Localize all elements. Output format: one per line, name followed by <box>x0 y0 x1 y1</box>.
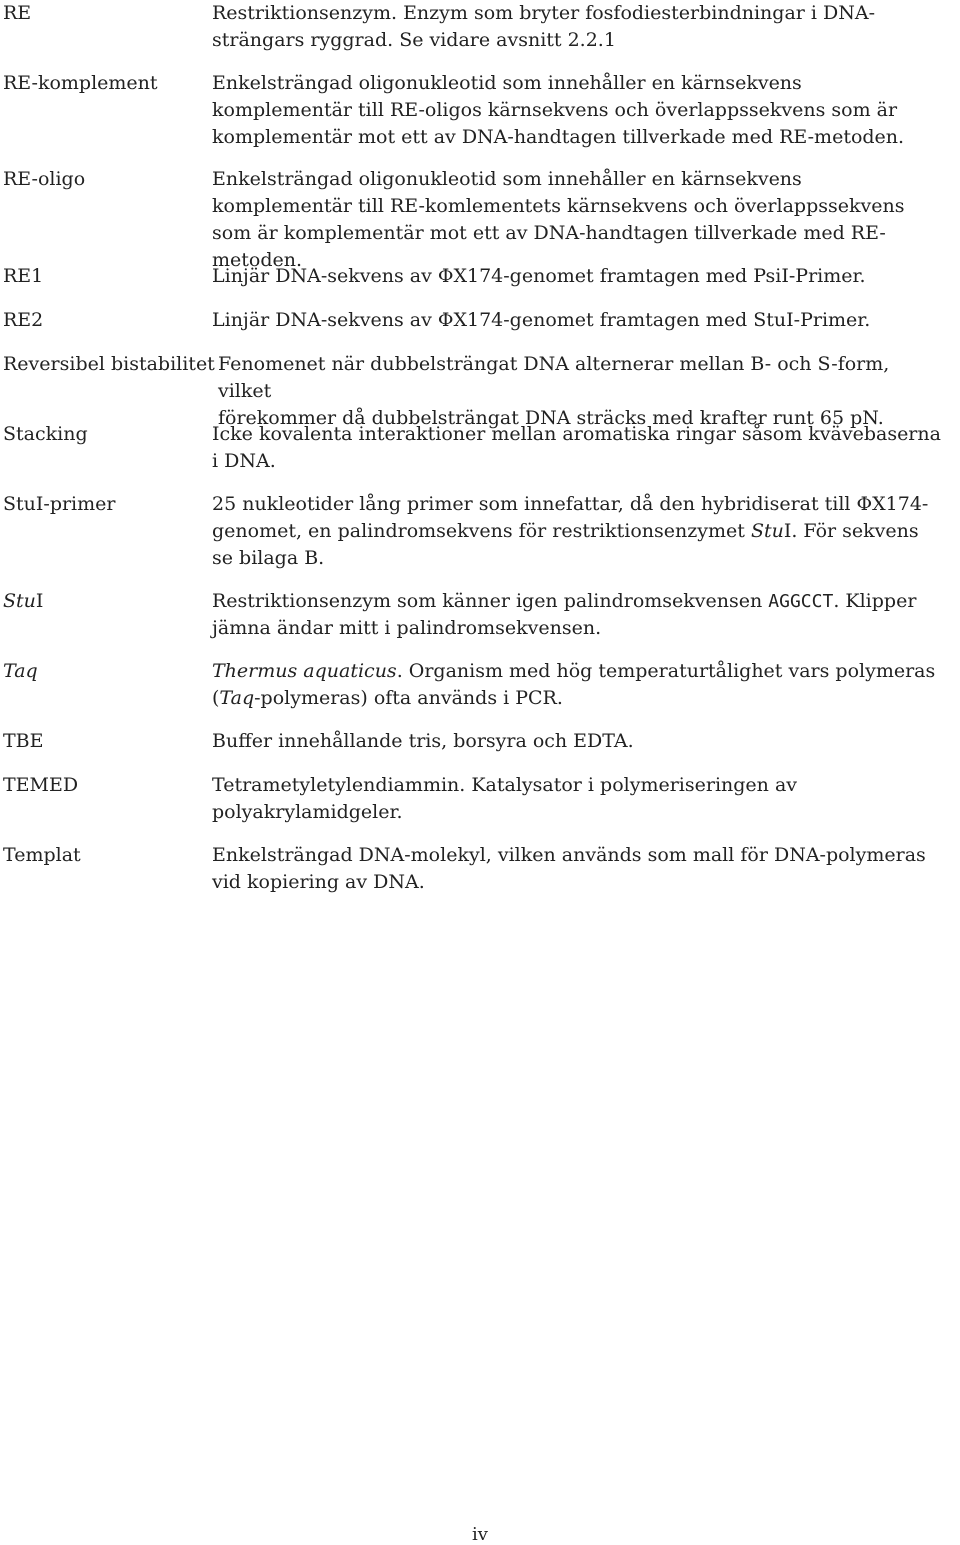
definition-text: 25 nukleotider lång primer som innefattar, då den hybridiserat till ΦX174-genomet, en palindromsekvens för restriktionsenzymet <box>212 493 929 542</box>
page-number: iv <box>472 1524 488 1545</box>
definition-text: I. För sekvens se bilaga B. <box>212 520 919 569</box>
glossary-term: Templat <box>3 844 81 866</box>
definition-text: . Klipper jämna ändar mitt i palindromsekvensen. <box>212 590 917 639</box>
glossary-definition <box>212 588 941 642</box>
glossary-definition: Buffer innehållande tris, borsyra och EDTA. <box>212 730 634 752</box>
definition-italic: Stu <box>750 520 784 542</box>
definition-line: Fenomenet när dubbelsträngat DNA alternerar mellan B- och S-form, vilket <box>218 353 890 402</box>
glossary-term: RE-oligo <box>3 168 86 190</box>
glossary-term: RE2 <box>3 309 44 331</box>
glossary-term: RE <box>3 2 32 24</box>
glossary-term: RE1 <box>3 265 44 287</box>
glossary-definition: Tetrametyletylendiammin. Katalysator i polymeriseringen av polyakrylamidgeler. <box>212 774 798 823</box>
term-text: I <box>35 590 44 612</box>
glossary-definition: Linjär DNA-sekvens av ΦX174-genomet framtagen med PsiI-Primer. <box>212 265 866 287</box>
glossary-definition: Icke kovalenta interaktioner mellan aromatiska ringar såsom kvävebaserna i DNA. <box>212 423 941 472</box>
glossary-definition <box>212 491 941 572</box>
glossary-definition: Restriktionsenzym. Enzym som bryter fosfodiesterbindningar i DNA-strängars ryggrad. Se vidare avsnitt 2.2.1 <box>212 2 876 51</box>
glossary-definition <box>218 351 941 432</box>
glossary-term <box>3 658 38 685</box>
definition-text: . Organism med hög temperaturtålighet vars polymeras ( <box>212 660 936 709</box>
glossary-term: RE-komplement <box>3 72 158 94</box>
glossary-definition: Linjär DNA-sekvens av ΦX174-genomet framtagen med StuI-Primer. <box>212 309 871 331</box>
glossary-term: Stacking <box>3 423 88 445</box>
glossary-term: Reversibel bistabilitet <box>3 353 215 375</box>
glossary-term <box>3 588 43 615</box>
term-italic: Stu <box>3 590 36 612</box>
definition-text: Restriktionsenzym som känner igen palindromsekvensen <box>212 590 769 612</box>
definition-line: förekommer då dubbelsträngat DNA sträcks med krafter runt 65 pN. <box>218 407 884 429</box>
glossary-term: TEMED <box>3 774 79 796</box>
glossary-term: StuI-primer <box>3 493 116 515</box>
palindrome-sequence: AGGCCT <box>768 591 834 612</box>
glossary-definition: Enkelsträngad oligonukleotid som innehåller en kärnsekvens komplementär till RE-oligos kärnsekvens och överlappssekvens som är komplementär mot ett av DNA-handtagen tillverkade med RE-metoden. <box>212 72 905 148</box>
definition-italic: Thermus aquaticus <box>212 660 397 682</box>
term-italic: Taq <box>3 660 38 682</box>
definition-text: -polymeras) ofta används i PCR. <box>254 687 563 709</box>
glossary-term: TBE <box>3 730 44 752</box>
glossary-definition: Enkelsträngad DNA-molekyl, vilken används som mall för DNA-polymeras vid kopiering av DNA. <box>212 844 926 893</box>
definition-italic: Taq <box>219 687 255 709</box>
glossary-definition <box>212 658 941 712</box>
glossary-definition: Enkelsträngad oligonukleotid som innehåller en kärnsekvens komplementär till RE-komlementets kärnsekvens och överlappssekvens som är komplementär mot ett av DNA-handtagen tillverkade med RE-metoden. <box>212 168 905 271</box>
